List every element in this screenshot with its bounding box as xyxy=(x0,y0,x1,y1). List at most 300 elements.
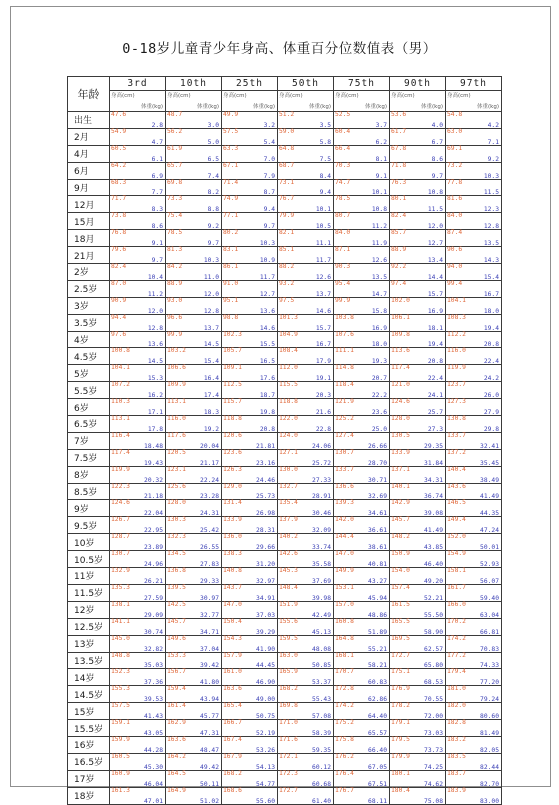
weight-value: 40.81 xyxy=(368,561,387,569)
weight-value: 14.7 xyxy=(371,290,387,298)
age-cell: 9岁 xyxy=(68,500,110,517)
weight-value: 45.30 xyxy=(144,763,163,771)
table-row xyxy=(68,736,502,753)
weight-value: 12.0 xyxy=(427,223,443,231)
weight-value: 32.82 xyxy=(144,645,163,653)
value-cell xyxy=(110,601,166,618)
weight-value: 9.4 xyxy=(263,206,275,214)
height-value: 161.0 xyxy=(223,668,242,676)
weight-value: 80.60 xyxy=(480,713,499,721)
value-cell xyxy=(446,669,502,686)
weight-value: 29.66 xyxy=(256,544,275,552)
height-value: 95.4 xyxy=(335,279,351,287)
value-cell xyxy=(166,230,222,247)
height-value: 170.2 xyxy=(447,617,466,625)
height-value: 127.1 xyxy=(279,448,298,456)
height-value: 167.9 xyxy=(223,752,242,760)
weight-value: 5.4 xyxy=(263,138,275,146)
age-cell: 12月 xyxy=(68,196,110,213)
height-value: 57.5 xyxy=(223,127,239,135)
value-cell xyxy=(222,196,278,213)
weight-value: 8.6 xyxy=(151,223,163,231)
height-value: 168.6 xyxy=(223,786,242,794)
value-cell xyxy=(334,551,390,568)
weight-value: 10.8 xyxy=(427,189,443,197)
value-cell xyxy=(446,145,502,162)
weight-value: 19.43 xyxy=(144,459,163,467)
value-cell xyxy=(166,162,222,179)
weight-value: 66.40 xyxy=(368,746,387,754)
weight-value: 18.48 xyxy=(144,442,163,450)
height-value: 102.3 xyxy=(223,330,242,338)
value-cell xyxy=(390,466,446,483)
height-value: 166.7 xyxy=(223,719,242,727)
weight-value: 4.7 xyxy=(151,138,163,146)
value-cell xyxy=(390,517,446,534)
height-value: 76.7 xyxy=(279,195,295,203)
value-cell xyxy=(446,635,502,652)
value-cell xyxy=(446,720,502,737)
table-row xyxy=(68,652,502,669)
weight-value: 44.28 xyxy=(144,746,163,754)
value-cell xyxy=(110,416,166,433)
value-cell xyxy=(390,399,446,416)
value-cell xyxy=(110,736,166,753)
weight-value: 41.49 xyxy=(480,493,499,501)
weight-value: 61.40 xyxy=(312,797,331,805)
percentile-header: 90th xyxy=(390,77,446,91)
height-value: 135.3 xyxy=(111,583,130,591)
weight-value: 20.3 xyxy=(315,392,331,400)
height-value: 97.4 xyxy=(391,279,407,287)
height-value: 126.7 xyxy=(111,516,130,524)
weight-value: 59.40 xyxy=(480,594,499,602)
weight-value: 8.8 xyxy=(207,206,219,214)
weight-value: 58.39 xyxy=(312,729,331,737)
weight-value: 22.4 xyxy=(483,358,499,366)
value-cell xyxy=(334,297,390,314)
value-cell xyxy=(222,449,278,466)
height-value: 77.8 xyxy=(447,178,463,186)
weight-value: 8.6 xyxy=(431,155,443,163)
table-row xyxy=(68,331,502,348)
value-cell xyxy=(334,196,390,213)
weight-value: 12.3 xyxy=(483,206,499,214)
weight-value: 41.43 xyxy=(144,713,163,721)
weight-value: 11.5 xyxy=(427,206,443,214)
height-value: 86.1 xyxy=(223,263,239,271)
weight-value: 45.77 xyxy=(200,713,219,721)
value-cell xyxy=(110,297,166,314)
weight-value: 54.77 xyxy=(256,780,275,788)
weight-value: 22.04 xyxy=(144,510,163,518)
value-cell xyxy=(222,720,278,737)
weight-value: 20.04 xyxy=(200,442,219,450)
value-cell xyxy=(446,517,502,534)
height-value: 71.4 xyxy=(223,178,239,186)
table-row xyxy=(68,196,502,213)
height-value: 63.0 xyxy=(447,127,463,135)
weight-value: 20.7 xyxy=(371,375,387,383)
value-cell xyxy=(278,534,334,551)
weight-value: 22.24 xyxy=(200,476,219,484)
height-value: 68.7 xyxy=(279,161,295,169)
value-cell xyxy=(334,449,390,466)
table-row xyxy=(68,264,502,281)
weight-value: 58.90 xyxy=(424,628,443,636)
height-value: 136.0 xyxy=(223,533,242,541)
value-cell xyxy=(222,128,278,145)
height-value: 97.5 xyxy=(279,296,295,304)
weight-value: 46.90 xyxy=(256,679,275,687)
value-cell xyxy=(446,382,502,399)
table-row xyxy=(68,416,502,433)
age-cell: 2岁 xyxy=(68,264,110,281)
age-cell: 11.5岁 xyxy=(68,584,110,601)
height-value: 92.2 xyxy=(391,263,407,271)
height-value: 175.2 xyxy=(335,719,354,727)
table-row xyxy=(68,483,502,500)
height-value: 154.3 xyxy=(223,634,242,642)
value-cell xyxy=(222,584,278,601)
weight-value: 11.7 xyxy=(315,257,331,265)
weight-value: 34.91 xyxy=(256,594,275,602)
weight-value: 62.86 xyxy=(368,696,387,704)
value-cell xyxy=(110,162,166,179)
value-cell xyxy=(222,348,278,365)
table-row xyxy=(68,770,502,787)
value-cell xyxy=(222,601,278,618)
weight-value: 32.09 xyxy=(312,527,331,535)
height-value: 172.8 xyxy=(335,685,354,693)
weight-value: 43.27 xyxy=(368,577,387,585)
weight-value: 12.6 xyxy=(315,273,331,281)
age-cell: 13.5岁 xyxy=(68,652,110,669)
value-cell xyxy=(446,787,502,804)
value-cell xyxy=(222,517,278,534)
weight-value: 74.62 xyxy=(424,780,443,788)
height-value: 119.9 xyxy=(111,465,130,473)
height-value: 78.5 xyxy=(167,229,183,237)
age-cell: 21月 xyxy=(68,247,110,264)
unit-header-cell xyxy=(222,91,278,112)
height-value: 142.6 xyxy=(279,550,298,558)
value-cell xyxy=(390,652,446,669)
value-cell xyxy=(222,686,278,703)
height-value: 155.6 xyxy=(279,617,298,625)
weight-value: 16.9 xyxy=(371,324,387,332)
age-cell: 2.5岁 xyxy=(68,280,110,297)
unit-header-cell xyxy=(166,91,222,112)
age-cell: 18岁 xyxy=(68,787,110,804)
height-value: 82.4 xyxy=(111,263,127,271)
value-cell xyxy=(334,686,390,703)
age-cell: 8.5岁 xyxy=(68,483,110,500)
weight-value: 26.21 xyxy=(144,577,163,585)
height-value: 118.8 xyxy=(279,398,298,406)
weight-value: 13.5 xyxy=(371,273,387,281)
weight-value: 8.7 xyxy=(263,189,275,197)
weight-value: 60.12 xyxy=(312,763,331,771)
weight-value: 9.7 xyxy=(263,223,275,231)
value-cell xyxy=(278,331,334,348)
height-value: 74.7 xyxy=(335,178,351,186)
table-row xyxy=(68,669,502,686)
weight-value: 12.7 xyxy=(427,240,443,248)
height-value: 136.8 xyxy=(167,567,186,575)
weight-value: 27.9 xyxy=(483,409,499,417)
height-value: 145.7 xyxy=(167,617,186,625)
weight-value: 74.33 xyxy=(480,662,499,670)
age-cell: 17岁 xyxy=(68,770,110,787)
height-value: 80.1 xyxy=(391,195,407,203)
height-value: 145.0 xyxy=(111,634,130,642)
height-value: 56.2 xyxy=(167,127,183,135)
weight-unit-label: 体重(kg) xyxy=(421,104,443,110)
age-cell: 15.5岁 xyxy=(68,720,110,737)
weight-value: 31.20 xyxy=(256,561,275,569)
value-cell xyxy=(166,112,222,129)
value-cell xyxy=(390,601,446,618)
value-cell xyxy=(446,500,502,517)
weight-value: 15.8 xyxy=(371,307,387,315)
value-cell xyxy=(334,264,390,281)
value-cell xyxy=(390,568,446,585)
value-cell xyxy=(278,449,334,466)
weight-value: 68.53 xyxy=(424,679,443,687)
table-row xyxy=(68,365,502,382)
value-cell xyxy=(278,162,334,179)
height-value: 133.9 xyxy=(391,448,410,456)
weight-value: 70.83 xyxy=(480,645,499,653)
value-cell xyxy=(446,314,502,331)
weight-value: 51.89 xyxy=(368,628,387,636)
height-value: 126.3 xyxy=(223,465,242,473)
weight-value: 45.13 xyxy=(312,628,331,636)
height-unit-label: 身高(cm) xyxy=(335,93,359,99)
height-value: 117.4 xyxy=(111,448,130,456)
weight-value: 82.70 xyxy=(480,780,499,788)
weight-value: 22.8 xyxy=(315,425,331,433)
weight-value: 39.29 xyxy=(256,628,275,636)
table-row xyxy=(68,145,502,162)
weight-value: 60.83 xyxy=(368,679,387,687)
table-row xyxy=(68,247,502,264)
value-cell xyxy=(222,787,278,804)
height-value: 82.4 xyxy=(391,212,407,220)
value-cell xyxy=(334,348,390,365)
height-value: 178.2 xyxy=(391,702,410,710)
value-cell xyxy=(278,787,334,804)
weight-value: 72.00 xyxy=(424,713,443,721)
height-value: 161.7 xyxy=(447,583,466,591)
weight-value: 30.74 xyxy=(144,628,163,636)
height-value: 129.0 xyxy=(223,482,242,490)
height-value: 117.6 xyxy=(167,431,186,439)
table-row xyxy=(68,584,502,601)
value-cell xyxy=(334,466,390,483)
height-value: 60.4 xyxy=(335,127,351,135)
weight-value: 43.94 xyxy=(200,696,219,704)
height-value: 152.3 xyxy=(111,668,130,676)
height-value: 67.8 xyxy=(391,144,407,152)
age-cell: 5岁 xyxy=(68,365,110,382)
value-cell xyxy=(166,669,222,686)
weight-value: 82.05 xyxy=(480,746,499,754)
table-row xyxy=(68,753,502,770)
table-row xyxy=(68,500,502,517)
value-cell xyxy=(110,145,166,162)
height-value: 149.4 xyxy=(447,516,466,524)
height-value: 82.1 xyxy=(279,229,295,237)
value-cell xyxy=(222,753,278,770)
weight-value: 17.9 xyxy=(315,358,331,366)
age-cell: 9.5岁 xyxy=(68,517,110,534)
weight-value: 45.94 xyxy=(368,594,387,602)
height-value: 91.0 xyxy=(223,279,239,287)
height-value: 137.2 xyxy=(447,448,466,456)
age-cell: 11岁 xyxy=(68,568,110,585)
height-value: 150.4 xyxy=(223,617,242,625)
height-value: 139.3 xyxy=(335,499,354,507)
weight-value: 18.7 xyxy=(259,392,275,400)
height-value: 163.0 xyxy=(279,651,298,659)
weight-value: 15.7 xyxy=(427,290,443,298)
height-value: 120.6 xyxy=(223,431,242,439)
height-value: 118.8 xyxy=(223,415,242,423)
height-value: 123.6 xyxy=(223,448,242,456)
height-value: 103.8 xyxy=(335,313,354,321)
height-value: 103.2 xyxy=(167,347,186,355)
weight-value: 63.04 xyxy=(480,611,499,619)
value-cell xyxy=(278,568,334,585)
value-cell xyxy=(446,348,502,365)
height-value: 172.1 xyxy=(279,752,298,760)
value-cell xyxy=(390,280,446,297)
weight-value: 67.51 xyxy=(368,780,387,788)
height-value: 73.2 xyxy=(447,161,463,169)
height-value: 138.3 xyxy=(223,550,242,558)
weight-value: 21.18 xyxy=(144,493,163,501)
height-value: 119.9 xyxy=(447,364,466,372)
age-cell: 10岁 xyxy=(68,534,110,551)
height-value: 169.8 xyxy=(279,702,298,710)
height-value: 161.3 xyxy=(111,786,130,794)
value-cell xyxy=(278,635,334,652)
value-cell xyxy=(446,247,502,264)
height-value: 133.7 xyxy=(447,431,466,439)
height-value: 160.8 xyxy=(335,617,354,625)
weight-value: 29.8 xyxy=(483,425,499,433)
value-cell xyxy=(446,618,502,635)
value-cell xyxy=(166,652,222,669)
value-cell xyxy=(334,770,390,787)
value-cell xyxy=(222,432,278,449)
weight-value: 75.08 xyxy=(424,797,443,805)
weight-value: 67.05 xyxy=(368,763,387,771)
weight-value: 81.49 xyxy=(480,729,499,737)
height-value: 140.8 xyxy=(223,567,242,575)
height-value: 164.9 xyxy=(167,786,186,794)
height-value: 114.8 xyxy=(335,364,354,372)
weight-value: 7.0 xyxy=(263,155,275,163)
height-value: 160.9 xyxy=(111,769,130,777)
value-cell xyxy=(222,280,278,297)
age-cell: 9月 xyxy=(68,179,110,196)
weight-value: 42.49 xyxy=(312,611,331,619)
value-cell xyxy=(110,787,166,804)
weight-value: 41.90 xyxy=(256,645,275,653)
weight-value: 55.21 xyxy=(368,645,387,653)
weight-value: 24.06 xyxy=(312,442,331,450)
value-cell xyxy=(222,331,278,348)
value-cell xyxy=(334,112,390,129)
value-cell xyxy=(446,162,502,179)
value-cell xyxy=(110,635,166,652)
weight-value: 4.0 xyxy=(431,121,443,129)
weight-value: 9.7 xyxy=(151,257,163,265)
value-cell xyxy=(278,314,334,331)
weight-value: 10.8 xyxy=(371,206,387,214)
height-value: 180.4 xyxy=(391,786,410,794)
height-value: 99.9 xyxy=(167,330,183,338)
height-value: 109.1 xyxy=(223,364,242,372)
height-value: 109.9 xyxy=(167,381,186,389)
table-row xyxy=(68,551,502,568)
weight-value: 20.8 xyxy=(259,425,275,433)
weight-value: 19.8 xyxy=(259,409,275,417)
weight-value: 15.7 xyxy=(315,324,331,332)
value-cell xyxy=(166,466,222,483)
height-value: 113.6 xyxy=(391,347,410,355)
table-row xyxy=(68,449,502,466)
weight-value: 53.37 xyxy=(312,679,331,687)
height-value: 166.0 xyxy=(447,600,466,608)
weight-unit-label: 体重(kg) xyxy=(253,104,275,110)
height-value: 76.3 xyxy=(391,178,407,186)
value-cell xyxy=(390,264,446,281)
weight-value: 14.4 xyxy=(427,273,443,281)
height-value: 113.1 xyxy=(167,398,186,406)
height-value: 140.1 xyxy=(391,482,410,490)
value-cell xyxy=(166,703,222,720)
table-row xyxy=(68,432,502,449)
value-cell xyxy=(390,230,446,247)
height-value: 159.4 xyxy=(167,685,186,693)
height-value: 170.7 xyxy=(335,668,354,676)
weight-value: 25.72 xyxy=(312,459,331,467)
height-value: 136.6 xyxy=(335,482,354,490)
height-value: 131.4 xyxy=(223,499,242,507)
height-value: 174.2 xyxy=(335,702,354,710)
value-cell xyxy=(334,720,390,737)
weight-value: 7.1 xyxy=(487,138,499,146)
value-cell xyxy=(278,601,334,618)
value-cell xyxy=(110,314,166,331)
weight-value: 9.1 xyxy=(375,172,387,180)
value-cell xyxy=(166,432,222,449)
height-value: 97.6 xyxy=(111,330,127,338)
height-value: 175.8 xyxy=(335,735,354,743)
height-value: 128.0 xyxy=(167,499,186,507)
weight-value: 37.69 xyxy=(312,577,331,585)
value-cell xyxy=(110,213,166,230)
height-value: 145.3 xyxy=(279,567,298,575)
value-cell xyxy=(222,145,278,162)
value-cell xyxy=(166,500,222,517)
value-cell xyxy=(110,618,166,635)
height-value: 176.4 xyxy=(335,769,354,777)
